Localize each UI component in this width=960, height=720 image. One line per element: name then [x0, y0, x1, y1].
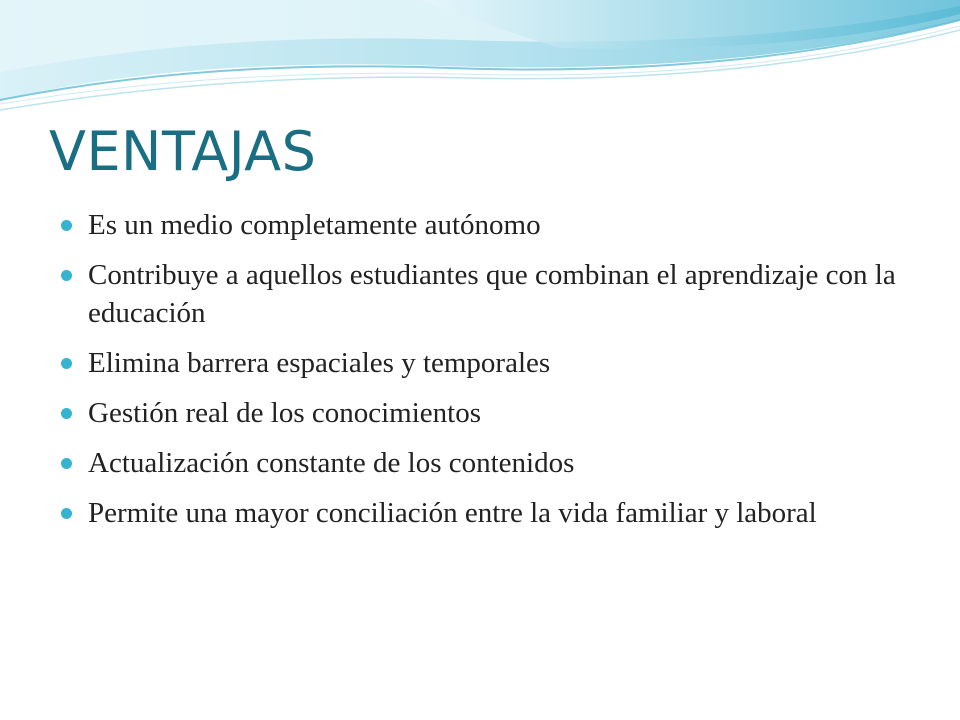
bullet-text: Permite una mayor conciliación entre la vida familiar y laboral [88, 497, 817, 529]
bullet-item [60, 494, 920, 532]
bullet-item [60, 206, 920, 244]
bullet-dot-icon [61, 508, 72, 519]
bullet-dot-icon [61, 220, 72, 231]
bullet-item [60, 256, 920, 332]
bullet-dot-icon [61, 358, 72, 369]
bullet-text: Elimina barrera espaciales y temporales [88, 347, 551, 379]
bullet-item [60, 394, 920, 432]
bullet-text: Actualización constante de los contenidos [88, 447, 575, 479]
bullet-list [60, 206, 920, 544]
bullet-text: Gestión real de los conocimientos [88, 397, 482, 429]
bullet-dot-icon [61, 408, 72, 419]
bullet-item [60, 444, 920, 482]
slide-title: VENTAJAS [49, 120, 317, 183]
bullet-dot-icon [61, 270, 72, 281]
decorative-wave-header [0, 0, 960, 120]
bullet-dot-icon [61, 458, 72, 469]
bullet-text: Contribuye a aquellos estudiantes que combinan el aprendizaje con la educación [88, 259, 896, 329]
bullet-text: Es un medio completamente autónomo [88, 209, 541, 241]
bullet-item [60, 344, 920, 382]
